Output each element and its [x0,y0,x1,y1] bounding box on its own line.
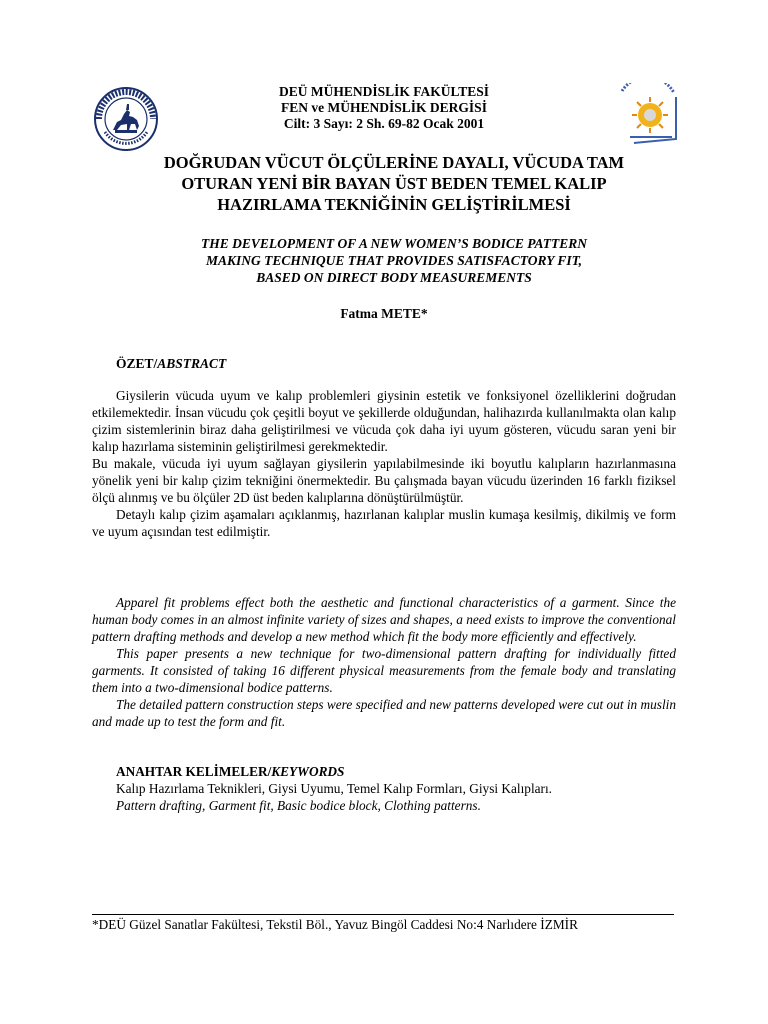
paper-title-english [80,235,708,286]
abstract-paragraph-1: Apparel fit problems effect both the aesthetic and functional characteristics of a garment. Since the human body comes in an almost infinite variety of sizes and shapes, a need exists to improve the conventional pattern drafting methods and develop a new method which fit the body more efficiently and effectively. [92,595,676,644]
keywords-heading-en: KEYWORDS [271,764,345,779]
faculty-name: DEÜ MÜHENDİSLİK FAKÜLTESİ [278,84,490,99]
title-en-line: BASED ON DIRECT BODY MEASUREMENTS [256,270,532,285]
ozet-paragraph-3: Detaylı kalıp çizim aşamaları açıklanmış, hazırlanan kalıplar muslin kumaşa kesilmiş, dikilmiş ve form ve uyum açısından test edilmiştir. [92,507,676,539]
author-affiliation-footnote: *DEÜ Güzel Sanatlar Fakültesi, Tekstil Böl., Yavuz Bingöl Caddesi No:4 Narlıdere İZMİR [92,917,578,932]
abstract-section [92,594,676,730]
title-tr-line: HAZIRLAMA TEKNİĞİNİN GELİŞTİRİLMESİ [217,195,571,214]
issue-info: Cilt: 3 Sayı: 2 Sh. 69-82 Ocak 2001 [283,116,485,131]
title-tr-line: DOĞRUDAN VÜCUT ÖLÇÜLERİNE DAYALI, VÜCUDA TAM [163,153,625,172]
journal-name: FEN ve MÜHENDİSLİK DERGİSİ [281,100,487,115]
author-name: Fatma METE* [340,306,428,321]
ozet-paragraph-2: Bu makale, vücuda iyi uyum sağlayan giysilerin yapılabilmesinde iki boyutlu kalıpların hazırlanmasına yönelik yeni bir kalıp çizim tekniğini önermektedir. Bu çalışmada bayan vücudu üzerinden 16 farklı fiziksel ölçü alınmış ve bu ölçüler 2D üst beden kalıplarına dönüştürülmüştür. [92,456,676,505]
keywords-heading [116,763,676,780]
keywords-section [116,763,676,814]
keywords-english: Pattern drafting, Garment fit, Basic bodice block, Clothing patterns. [116,798,481,813]
ozet-paragraph-1: Giysilerin vücuda uyum ve kalıp problemleri giysinin estetik ve fonksiyonel özelliklerini doğrudan etkilemektedir. İnsan vücudu çok çeşitli boyut ve şekillerde olduğundan, halihazırda kullanılmakta olan kalıp çizim sistemlerinin biraz daha geliştirilmesi ve vücuda çok daha iyi uyum gösteren, vücudu saran yeni bir kalıp hazırlama sisteminin geliştirilmesi gerekmektedir. [92,388,676,454]
engineering-faculty-logo [616,83,680,147]
footnote-divider [92,914,674,915]
abstract-paragraph-3: The detailed pattern construction steps were specified and new patterns developed were cut out in muslin and made up to test the form and fit. [92,697,676,729]
keywords-turkish: Kalıp Hazırlama Teknikleri, Giysi Uyumu, Temel Kalıp Formları, Giysi Kalıpları. [116,781,552,796]
title-en-line: MAKING TECHNIQUE THAT PROVIDES SATISFACTORY FIT, [205,253,583,268]
paper-title-turkish [80,152,708,215]
abstract-heading-en: ABSTRACT [157,356,227,371]
title-tr-line: OTURAN YENİ BİR BAYAN ÜST BEDEN TEMEL KALIP [181,174,607,193]
abstract-heading-tr: ÖZET/ [116,356,158,371]
abstract-heading [116,356,226,372]
keywords-heading-tr: ANAHTAR KELİMELER/ [116,764,272,779]
title-en-line: THE DEVELOPMENT OF A NEW WOMEN’S BODICE PATTERN [201,236,587,251]
abstract-paragraph-2: This paper presents a new technique for two-dimensional pattern drafting for individually fitted garments. It consisted of taking 16 different physical measurements from the female body and translating them into a two-dimensional bodice patterns. [92,646,676,695]
ozet-section [92,387,676,540]
